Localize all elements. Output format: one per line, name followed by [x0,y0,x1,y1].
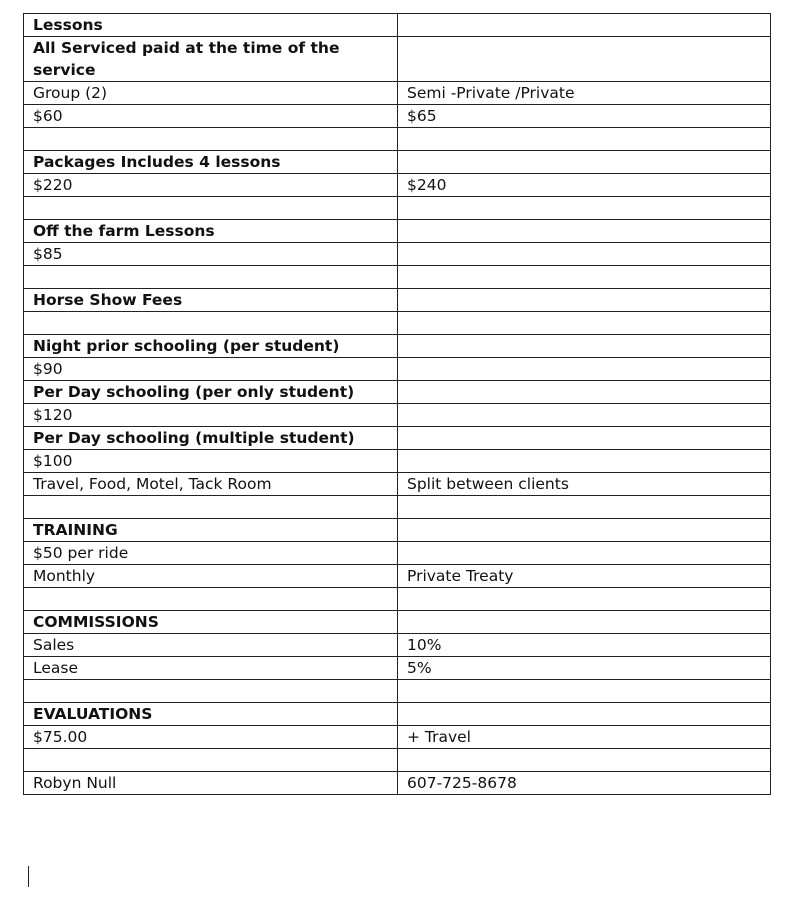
table-cell-item: Horse Show Fees [24,289,398,312]
table-row [24,266,771,289]
table-cell-value: 5% [398,657,771,680]
table-row [24,611,771,634]
price-table [23,13,771,795]
table-cell-value [398,358,771,381]
table-cell-item: Travel, Food, Motel, Tack Room [24,473,398,496]
table-cell-value [398,312,771,335]
table-cell-value [398,519,771,542]
table-row [24,749,771,772]
table-cell-value [398,243,771,266]
table-cell-item: $90 [24,358,398,381]
table-cell-item: $85 [24,243,398,266]
table-row [24,634,771,657]
table-cell-item: Night prior schooling (per student) [24,335,398,358]
table-cell-item [24,680,398,703]
table-cell-item [24,749,398,772]
table-cell-item: $120 [24,404,398,427]
table-cell-value [398,427,771,450]
table-row [24,473,771,496]
table-row [24,450,771,473]
table-cell-value: Private Treaty [398,565,771,588]
table-cell-value [398,542,771,565]
table-cell-value [398,266,771,289]
table-cell-item [24,266,398,289]
table-cell-value: Semi -Private /Private [398,82,771,105]
table-cell-item [24,128,398,151]
table-row [24,82,771,105]
table-cell-value: $240 [398,174,771,197]
table-cell-item: Per Day schooling (per only student) [24,381,398,404]
table-cell-item [24,496,398,519]
table-cell-value [398,703,771,726]
table-row [24,680,771,703]
table-cell-value [398,197,771,220]
table-row [24,519,771,542]
table-cell-value [398,220,771,243]
table-cell-item: COMMISSIONS [24,611,398,634]
table-cell-item: $60 [24,105,398,128]
table-row [24,657,771,680]
table-row [24,404,771,427]
table-cell-value: $65 [398,105,771,128]
table-cell-value [398,450,771,473]
table-cell-value: + Travel [398,726,771,749]
table-cell-value: Split between clients [398,473,771,496]
table-cell-item [24,197,398,220]
table-row [24,220,771,243]
table-cell-value [398,381,771,404]
table-cell-item: Lease [24,657,398,680]
table-cell-value [398,611,771,634]
table-cell-value: 607-725-8678 [398,772,771,795]
table-cell-item: EVALUATIONS [24,703,398,726]
table-row [24,335,771,358]
table-cell-item [24,588,398,611]
table-cell-value [398,749,771,772]
table-cell-value [398,496,771,519]
table-cell-item: Packages Includes 4 lessons [24,151,398,174]
table-cell-item: Off the farm Lessons [24,220,398,243]
table-row [24,726,771,749]
table-cell-item: Robyn Null [24,772,398,795]
table-cell-value [398,151,771,174]
table-cell-value [398,128,771,151]
table-row [24,565,771,588]
table-row [24,174,771,197]
table-row [24,289,771,312]
table-cell-item: Lessons [24,14,398,37]
table-row [24,496,771,519]
table-cell-item: Monthly [24,565,398,588]
table-cell-value [398,14,771,37]
table-cell-item: $50 per ride [24,542,398,565]
table-cell-item: $75.00 [24,726,398,749]
table-cell-item: All Serviced paid at the time of the service [24,37,398,82]
table-cell-value [398,335,771,358]
table-row [24,151,771,174]
table-cell-item: Group (2) [24,82,398,105]
table-cell-item: TRAINING [24,519,398,542]
table-cell-item: $220 [24,174,398,197]
table-cell-value [398,37,771,82]
price-table-body [24,14,771,795]
table-row [24,542,771,565]
table-cell-item [24,312,398,335]
table-cell-value [398,588,771,611]
table-cell-value [398,404,771,427]
table-row [24,14,771,37]
table-row [24,588,771,611]
table-row [24,381,771,404]
table-row [24,128,771,151]
table-cell-item: Per Day schooling (multiple student) [24,427,398,450]
table-row [24,243,771,266]
table-row [24,358,771,381]
table-cell-item: $100 [24,450,398,473]
table-cell-value [398,680,771,703]
table-row [24,772,771,795]
table-row [24,105,771,128]
table-row [24,312,771,335]
table-row [24,427,771,450]
table-row [24,703,771,726]
table-row [24,37,771,82]
table-cell-value: 10% [398,634,771,657]
table-row [24,197,771,220]
table-cell-value [398,289,771,312]
table-cell-item: Sales [24,634,398,657]
text-cursor [28,866,29,887]
